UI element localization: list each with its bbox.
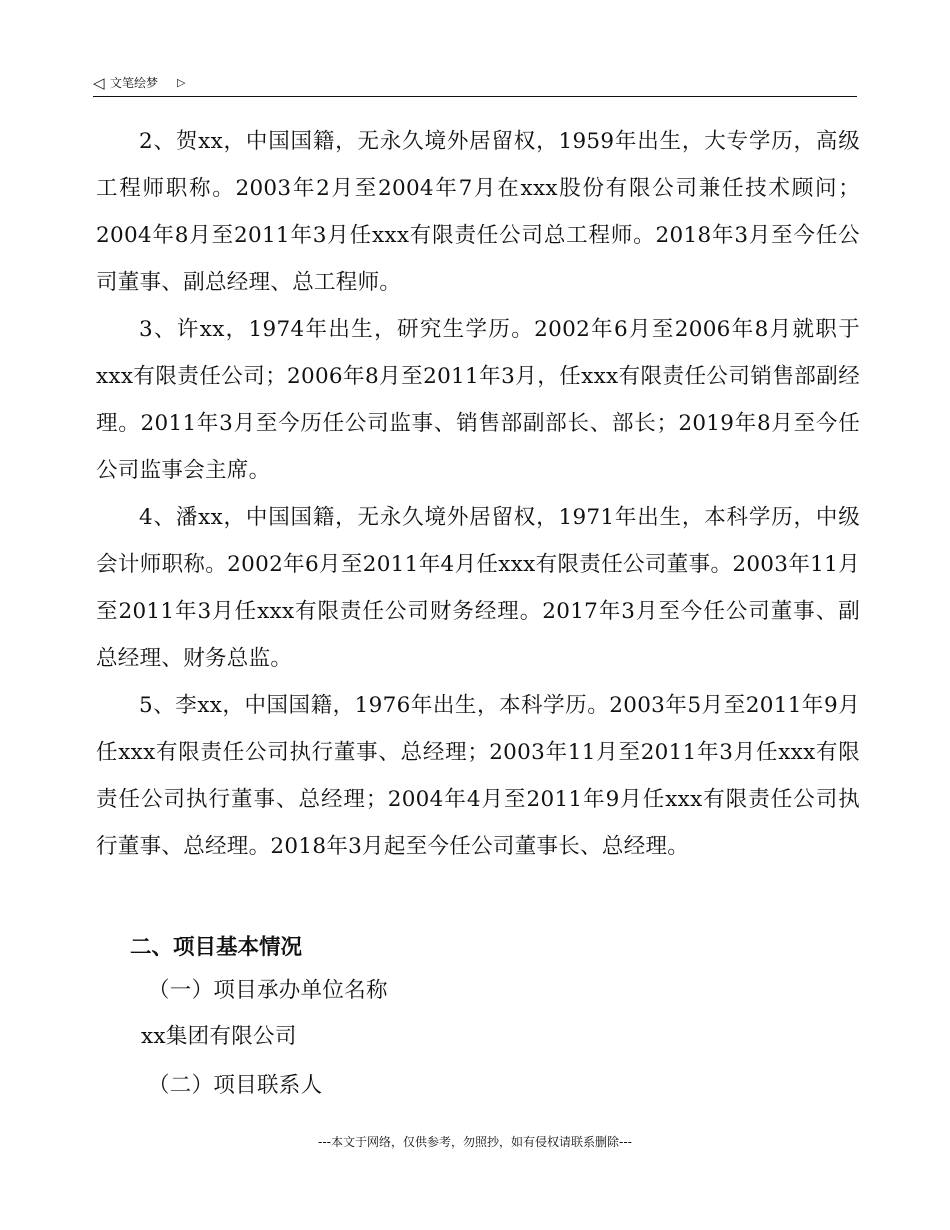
paragraph-person-2: 2、贺xx，中国国籍，无永久境外居留权，1959年出生，大专学历，高级工程师职称。2003年2月至2004年7月在xxx股份有限公司兼任技术顾问；2004年8月至2011年3月任xxx有限责任公司总工程师。2018年3月至今任公司董事、副总经理、总工程师。 [96,129,860,295]
subsection-heading-1: （一）项目承办单位名称 [148,978,388,1003]
paragraph-person-5: 5、李xx，中国国籍，1976年出生，本科学历。2003年5月至2011年9月任xxx有限责任公司执行董事、总经理；2003年11月至2011年3月任xxx有限责任公司执行董事、总经理；2004年4月至2011年9月任xxx有限责任公司执行董事、总经理。2018年3月起至今任公司董事长、总经理。 [96,693,860,859]
subsection-heading-2: （二）项目联系人 [148,1073,323,1098]
header-brand: 文笔绘梦 [110,76,159,90]
left-triangle-icon: ◁ [93,74,105,92]
paragraph-person-4: 4、潘xx，中国国籍，无永久境外居留权，1971年出生，本科学历，中级会计师职称。2002年6月至2011年4月任xxx有限责任公司董事。2003年11月至2011年3月任xxx有限责任公司财务经理。2017年3月至今任公司董事、副总经理、财务总监。 [96,505,860,671]
company-name: xx集团有限公司 [141,1024,297,1049]
footer-notice: ---本文于网络，仅供参考，勿照抄，如有侵权请联系删除--- [318,1135,632,1149]
right-triangle-icon: ▷ [177,76,186,89]
section-heading: 二、项目基本情况 [130,935,303,960]
document-body [96,118,860,870]
paragraph-person-3: 3、许xx，1974年出生，研究生学历。2002年6月至2006年8月就职于xxx有限责任公司；2006年8月至2011年3月，任xxx有限责任公司销售部副经理。2011年3月至今历任公司监事、销售部副部长、部长；2019年8月至今任公司监事会主席。 [96,317,860,483]
page-header [93,72,857,97]
